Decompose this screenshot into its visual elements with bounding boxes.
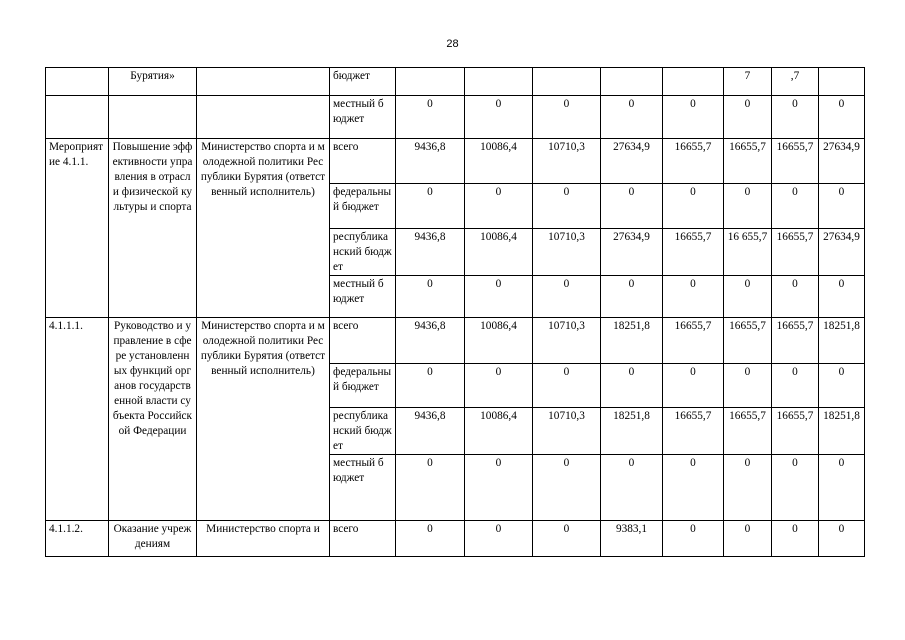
cell-value: 0 (396, 364, 465, 408)
cell-value: 0 (772, 184, 819, 229)
cell-code (46, 96, 109, 139)
cell-code (46, 68, 109, 96)
table-row (46, 139, 865, 184)
cell-value: 27634,9 (819, 229, 865, 276)
cell-value: 0 (601, 184, 663, 229)
cell-value: 10710,3 (533, 408, 601, 455)
table-row (46, 521, 865, 557)
cell-value: 0 (819, 364, 865, 408)
cell-name (109, 96, 197, 139)
cell-value: 0 (663, 364, 724, 408)
cell-value: 0 (663, 276, 724, 318)
cell-value: 16655,7 (724, 139, 772, 184)
cell-source: федеральный бюджет (330, 364, 396, 408)
cell-value: 0 (601, 364, 663, 408)
cell-value: 0 (772, 96, 819, 139)
cell-value: 0 (819, 276, 865, 318)
cell-value: 0 (533, 96, 601, 139)
cell-source: бюджет (330, 68, 396, 96)
cell-value: 0 (663, 184, 724, 229)
cell-value: 16655,7 (772, 408, 819, 455)
cell-value: 7 (724, 68, 772, 96)
cell-code: 4.1.1.2. (46, 521, 109, 557)
cell-value (601, 68, 663, 96)
cell-value: 18251,8 (601, 408, 663, 455)
cell-value: 0 (601, 276, 663, 318)
cell-executor: Министерство спорта и (197, 521, 330, 557)
cell-value: 18251,8 (601, 318, 663, 364)
cell-value: 0 (819, 521, 865, 557)
cell-source: всего (330, 139, 396, 184)
cell-source: местный бюджет (330, 276, 396, 318)
cell-source: республиканский бюджет (330, 408, 396, 455)
cell-value: 0 (465, 96, 533, 139)
cell-value: 0 (724, 276, 772, 318)
cell-value: 9436,8 (396, 408, 465, 455)
cell-value: 0 (396, 276, 465, 318)
cell-source: местный бюджет (330, 455, 396, 521)
cell-executor (197, 96, 330, 139)
cell-value: 9436,8 (396, 139, 465, 184)
cell-value: 10086,4 (465, 318, 533, 364)
cell-value: 10710,3 (533, 229, 601, 276)
cell-value (465, 68, 533, 96)
cell-value: 0 (396, 521, 465, 557)
table-row (46, 68, 865, 96)
cell-value: 10086,4 (465, 408, 533, 455)
cell-value: 0 (533, 184, 601, 229)
cell-value: 0 (819, 184, 865, 229)
cell-value: 0 (772, 276, 819, 318)
cell-value: 0 (533, 521, 601, 557)
cell-value: 0 (396, 96, 465, 139)
cell-value: 9436,8 (396, 318, 465, 364)
cell-value: 0 (663, 96, 724, 139)
cell-value: 18251,8 (819, 408, 865, 455)
cell-name: Повышение эффективности управления в отрасли физической культуры и спорта (109, 139, 197, 318)
cell-code: 4.1.1.1. (46, 318, 109, 521)
cell-value: 10086,4 (465, 229, 533, 276)
cell-value: 16655,7 (772, 318, 819, 364)
cell-executor (197, 68, 330, 96)
cell-value: 27634,9 (601, 139, 663, 184)
cell-value: 0 (601, 455, 663, 521)
table-row (46, 96, 865, 139)
cell-value: 0 (772, 364, 819, 408)
cell-source: всего (330, 318, 396, 364)
cell-value: 0 (772, 521, 819, 557)
cell-source: республиканский бюджет (330, 229, 396, 276)
cell-value: 16655,7 (724, 318, 772, 364)
cell-value: 16655,7 (772, 139, 819, 184)
cell-value: ,7 (772, 68, 819, 96)
cell-executor: Министерство спорта и молодежной политики Республики Бурятия (ответственный исполнитель) (197, 318, 330, 521)
cell-name: Бурятия» (109, 68, 197, 96)
cell-value: 16655,7 (663, 408, 724, 455)
cell-value: 0 (724, 184, 772, 229)
cell-value (663, 68, 724, 96)
cell-value: 0 (465, 276, 533, 318)
cell-value: 16 655,7 (724, 229, 772, 276)
cell-value: 16655,7 (724, 408, 772, 455)
cell-value: 16655,7 (663, 229, 724, 276)
cell-value: 0 (724, 96, 772, 139)
page-number: 28 (446, 38, 459, 50)
cell-source: всего (330, 521, 396, 557)
cell-code: Мероприятие 4.1.1. (46, 139, 109, 318)
cell-value: 0 (819, 455, 865, 521)
cell-value: 27634,9 (601, 229, 663, 276)
cell-value: 10710,3 (533, 139, 601, 184)
cell-value (819, 68, 865, 96)
cell-value: 0 (465, 184, 533, 229)
cell-value: 9383,1 (601, 521, 663, 557)
cell-value: 9436,8 (396, 229, 465, 276)
cell-value: 16655,7 (663, 139, 724, 184)
cell-value (396, 68, 465, 96)
cell-value: 0 (465, 455, 533, 521)
cell-value: 0 (533, 364, 601, 408)
cell-value: 0 (724, 364, 772, 408)
cell-value: 10710,3 (533, 318, 601, 364)
cell-value: 0 (533, 276, 601, 318)
cell-value: 16655,7 (663, 318, 724, 364)
cell-value: 16655,7 (772, 229, 819, 276)
cell-value: 0 (819, 96, 865, 139)
cell-value: 0 (465, 364, 533, 408)
cell-value: 18251,8 (819, 318, 865, 364)
cell-value: 0 (724, 521, 772, 557)
cell-value: 0 (396, 455, 465, 521)
cell-value: 0 (601, 96, 663, 139)
budget-table (45, 67, 865, 557)
cell-source: федеральный бюджет (330, 184, 396, 229)
cell-name: Руководство и управление в сфере установленных функций органов государственной власти субъекта Российской Федерации (109, 318, 197, 521)
cell-value: 0 (465, 521, 533, 557)
cell-value: 0 (663, 455, 724, 521)
cell-value: 0 (533, 455, 601, 521)
cell-executor: Министерство спорта и молодежной политики Республики Бурятия (ответственный исполнитель) (197, 139, 330, 318)
cell-value: 10086,4 (465, 139, 533, 184)
cell-value: 0 (663, 521, 724, 557)
table-row (46, 318, 865, 364)
cell-value: 0 (724, 455, 772, 521)
cell-value (533, 68, 601, 96)
cell-value: 0 (772, 455, 819, 521)
cell-value: 0 (396, 184, 465, 229)
cell-name: Оказание учреждениям (109, 521, 197, 557)
cell-source: местный бюджет (330, 96, 396, 139)
cell-value: 27634,9 (819, 139, 865, 184)
